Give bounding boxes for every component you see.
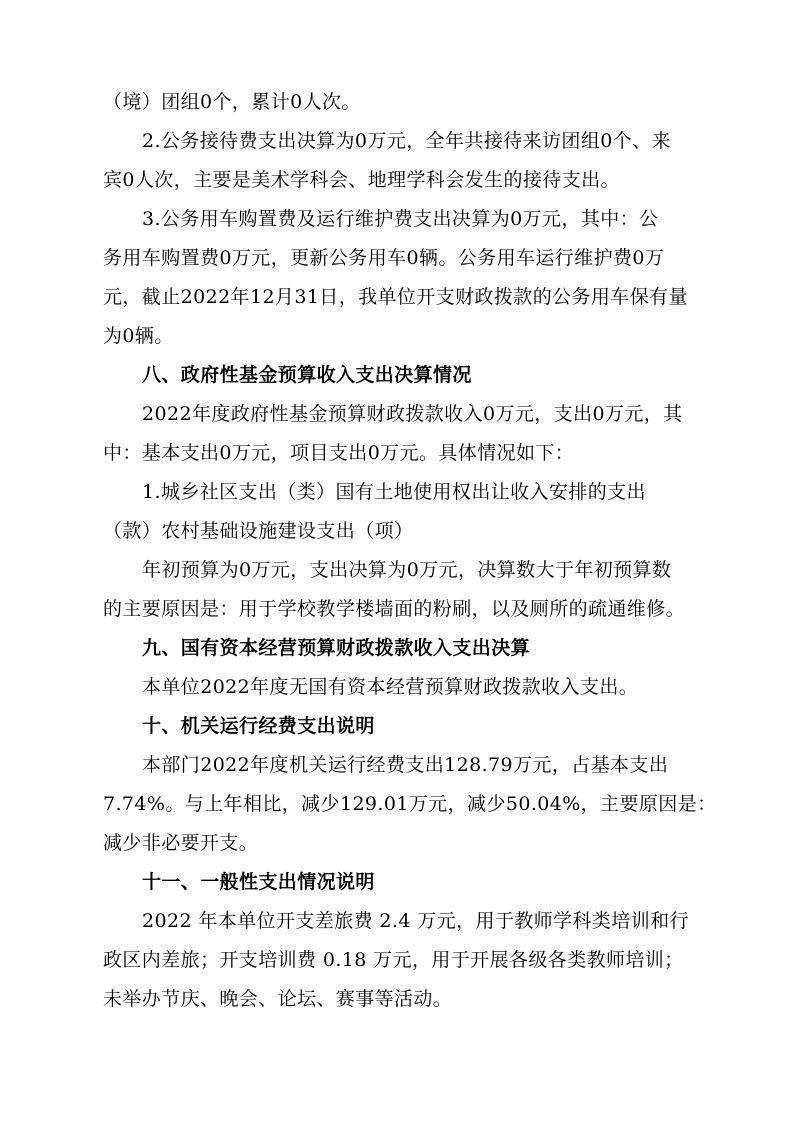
paragraph-line: 3.公务用车购置费及运行维护费支出决算为0万元，其中：公 [142,208,659,230]
paragraph-line: 1.城乡社区支出（类）国有土地使用权出让收入安排的支出 [142,481,646,503]
paragraph-line: 2022年度政府性基金预算财政拨款收入0万元，支出0万元，其 [142,403,683,425]
paragraph-line: （款）农村基础设施建设支出（项） [103,520,414,542]
paragraph-line: 的主要原因是：用于学校教学楼墙面的粉刷，以及厕所的疏通维修。 [103,598,686,620]
paragraph-line: 本部门2022年度机关运行经费支出128.79万元，占基本支出 [142,754,669,776]
section-heading: 十、机关运行经费支出说明 [142,715,375,737]
paragraph-line: 7.74%。与上年相比，减少129.01万元，减少50.04%，主要原因是： [103,793,717,815]
paragraph-line: 减少非必要开支。 [103,832,259,854]
paragraph-line: 政区内差旅；开支培训费 0.18 万元，用于开展各级各类教师培训； [103,949,684,971]
paragraph-line: 中：基本支出0万元，项目支出0万元。具体情况如下： [103,442,575,464]
paragraph-line: （境）团组0个，累计0人次。 [103,91,361,113]
section-heading: 八、政府性基金预算收入支出决算情况 [142,364,472,386]
paragraph-line: 年初预算为0万元，支出决算为0万元，决算数大于年初预算数 [142,559,672,581]
paragraph-line: 未举办节庆、晚会、论坛、赛事等活动。 [103,988,453,1010]
paragraph-line: 宾0人次，主要是美术学科会、地理学科会发生的接待支出。 [103,169,620,191]
paragraph-line: 2022 年本单位开支差旅费 2.4 万元，用于教师学科类培训和行 [142,910,689,932]
section-heading: 十一、一般性支出情况说明 [142,871,375,893]
paragraph-line: 元，截止2022年12月31日，我单位开支财政拨款的公务用车保有量 [103,286,688,308]
paragraph-line: 务用车购置费0万元，更新公务用车0辆。公务用车运行维护费0万 [103,247,665,269]
paragraph-line: 本单位2022年度无国有资本经营预算财政拨款收入支出。 [142,676,639,698]
paragraph-line: 2.公务接待费支出决算为0万元，全年共接待来访团组0个、来 [142,130,671,152]
paragraph-line: 为0辆。 [103,325,174,347]
section-heading: 九、国有资本经营预算财政拨款收入支出决算 [142,637,531,659]
